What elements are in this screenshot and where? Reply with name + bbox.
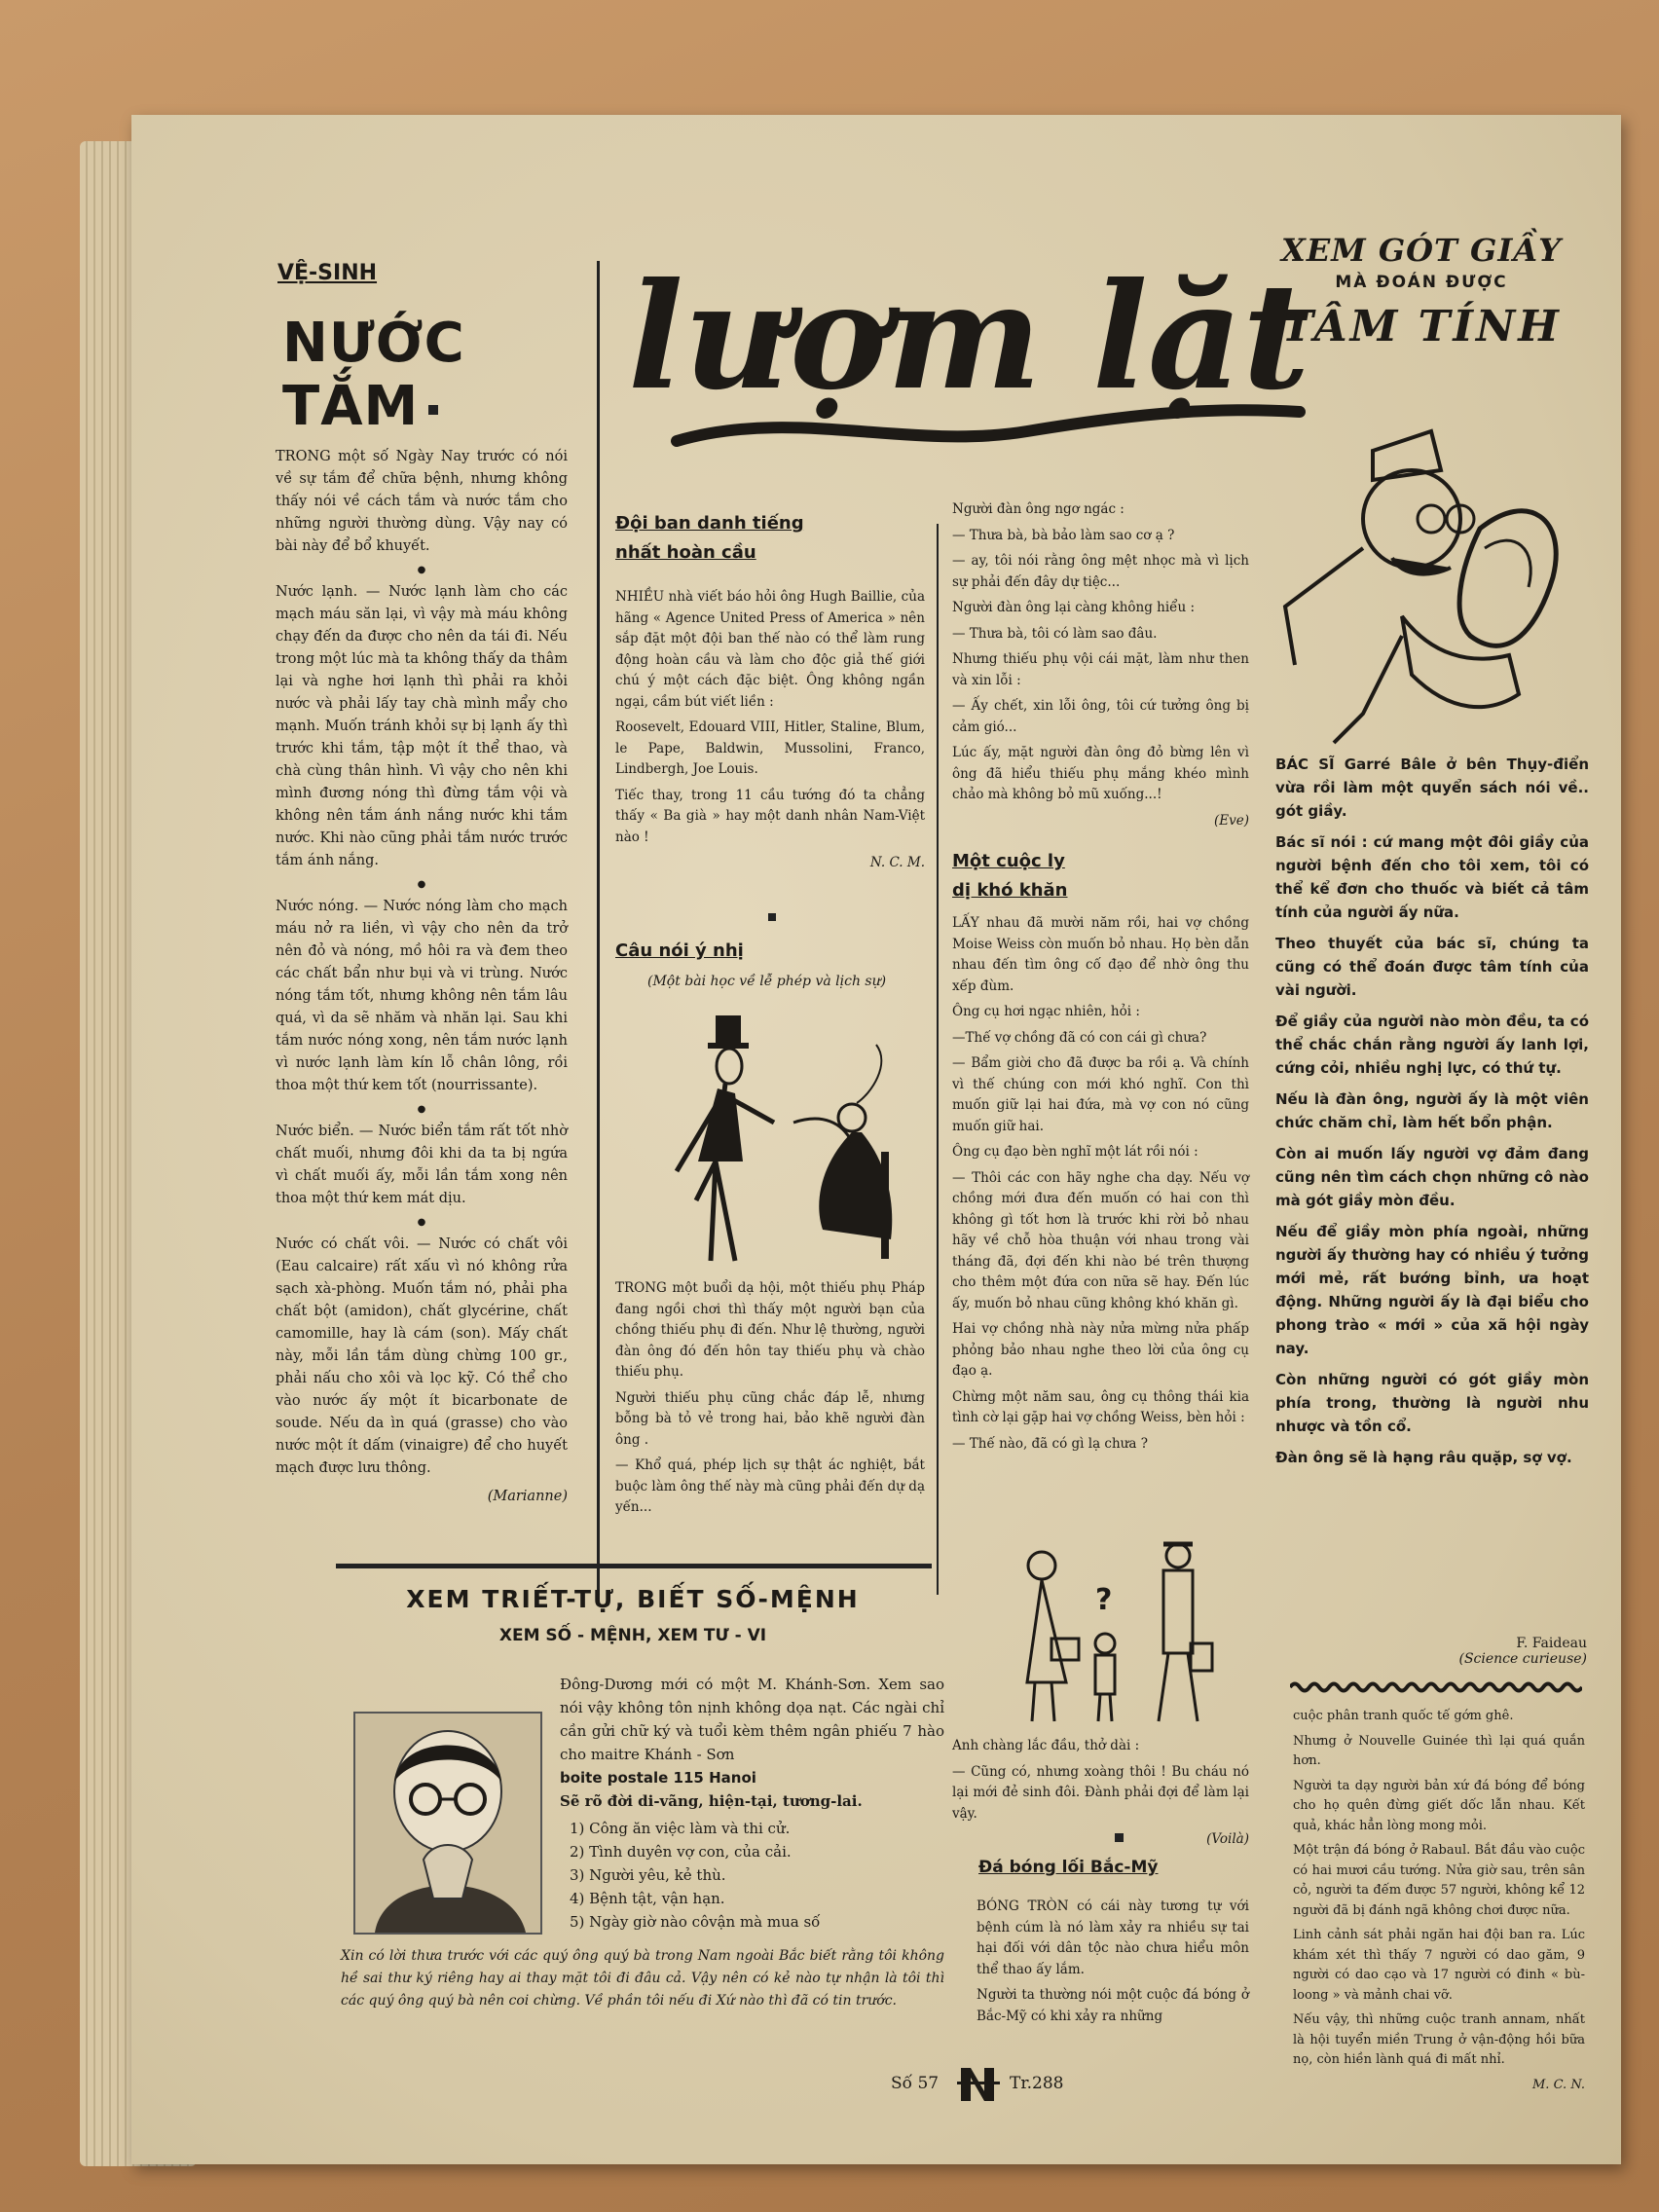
paragraph: Theo thuyết của bác sĩ, chúng ta cũng có thể đoán được tâm tính của vài người. — [1275, 935, 1589, 999]
da-bong-body — [977, 1897, 1249, 2032]
paragraph: Một trận đá bóng ở Rabaul. Bắt đầu vào cuộc có hai mươi cầu tướng. Nửa giờ sau, trên sân cỏ, người ta đếm được 57 người, không kể 12 người đã bị đánh ngã không chơi được nữa. — [1293, 1843, 1585, 1918]
paragraph: Anh chàng lắc đầu, thở dài : — [952, 1738, 1140, 1753]
masthead-luom-lat — [618, 241, 1358, 465]
paragraph: Còn ai muốn lấy người vợ đảm đang cũng nên tìm cách chọn những cô nào mà gót giầy mòn đều. — [1275, 1145, 1589, 1209]
ly-di-ending — [952, 1736, 1249, 1856]
ad-list-item: 4) Bệnh tật, vận hạn. — [570, 1890, 725, 1907]
divider-dot — [428, 405, 438, 415]
section-title-line-2: dị khó khăn — [952, 880, 1068, 901]
section-title-da-bong: Đá bóng lối Bắc-Mỹ — [978, 1858, 1159, 1877]
article-title-nuoc-tam: NƯỚC TẮM — [282, 312, 465, 438]
ad-address-text: boite postale 115 Hanoi — [560, 1769, 756, 1787]
paragraph: — Ấy chết, xin lỗi ông, tôi cứ tưởng ông bị cảm gió... — [952, 698, 1249, 735]
bullet: ● — [417, 565, 426, 575]
signature-mcn: M. C. N. — [1532, 2077, 1585, 2092]
doi-ban-body — [615, 587, 925, 879]
paragraph-hot-water: Nước nóng. — Nước nóng làm cho mạch máu nở ra liền, vì vậy cho nên da trở nên đỏ và nóng, mồ hôi ra và đem theo các chất bẩn như bụi và vi trùng. Nước nóng tắm tốt, nhưng không nên tắm lâu quá, vì da sẽ nhăm và nhăn lại. Sau khi tắm nước nóng xong, nên tắm nước lạnh vì nước lạnh làm kín lỗ chân lông, rồi thoa một thứ kem tốt (nourrissante). — [276, 899, 568, 1093]
column-divider — [597, 261, 600, 1595]
ad-title: XEM TRIẾT-TỰ, BIẾT SỐ-MỆNH — [406, 1585, 860, 1613]
ad-list-item: 5) Ngày giờ nào côvận mà mua số — [570, 1913, 821, 1931]
ad-subtitle: XEM SỐ - MỆNH, XEM TƯ - VI — [498, 1626, 767, 1645]
masthead-text: lượm lặt — [628, 251, 1310, 423]
nuoc-tam-body — [276, 446, 568, 1514]
bullet: ● — [417, 1217, 426, 1228]
title-line-1: XEM GÓT GIẦY — [1281, 232, 1562, 269]
section-title-line-2: nhất hoàn cầu — [615, 542, 756, 563]
bullet: ● — [417, 879, 426, 890]
signature-ncm: N. C. M. — [869, 855, 925, 870]
paragraph: Người thiếu phụ cũng chắc đáp lễ, nhưng bỗng bà tỏ vẻ trong hai, bảo khẽ người đàn ông . — [615, 1389, 925, 1448]
paragraph: Người đàn ông ngơ ngác : — [952, 501, 1124, 517]
masthead-art — [618, 241, 1358, 465]
section-subtitle: (Một bài học về lễ phép và lịch sự) — [647, 974, 887, 989]
paragraph: Người ta dạy người bản xứ đá bóng để bóng cho họ quên đừng giết dốc lẫn nhau. Kết quả, khác hẳn lòng mong mỏi. — [1293, 1778, 1585, 1833]
paragraph: — Cũng có, nhưng xoàng thôi ! Bu cháu nó lại mới đẻ sinh đôi. Đành phải đợi để làm lại vậy. — [952, 1763, 1249, 1822]
signature-eve: (Eve) — [1213, 812, 1249, 829]
title-line-2: MÀ ĐOÁN ĐƯỢC — [1335, 273, 1508, 292]
paragraph: Hai vợ chồng nhà này nửa mừng nửa phấp phỏng bảo nhau nghe theo lời của ông cụ đạo ạ. — [952, 1321, 1249, 1379]
ad-footnote: Xin có lời thưa trước với các quý ông quý bà trong Nam ngoài Bắc biết rằng tôi không hề sai thư ký riêng hay ai thay mặt tôi đi đâu cả. Vậy nên có kẻ nào tự nhận là tôi thì các quý ông quý bà nên coi chừng. Về phần tôi nếu đi Xứ nào thì đã có tin trước. — [341, 1948, 944, 2009]
ngay-nay-logo-icon — [957, 2062, 1000, 2105]
paragraph: — Thôi các con hãy nghe cha dạy. Nếu vợ chồng mới đưa đến muốn có hai con thì không gì tốt hơn là trước khi rời bỏ nhau hãy về chỗ hòa thuận với nhau trong vài tháng đã, đợi đến khi nào bé trên thượng cho thêm một đứa con nữa sẽ hay. Đến lúc ấy, muốn bỏ nhau cũng không khó khăn gì. — [952, 1169, 1249, 1311]
paragraph-sea-water: Nước biển. — Nước biển tắm rất tốt nhờ chất muối, nhưng đôi khi da ta bị ngứa vì chất muối ấy, mỗi lần tắm xong nên thoa một thứ kem mát dịu. — [276, 1124, 568, 1206]
paragraph: NHIỀU nhà viết báo hỏi ông Hugh Baillie, của hãng « Agence United Press of America » nên sắp đặt một đội ban thế nào có thể làm rung động hoàn cầu và làm cho độc giả thế giới chú ý một cách đặc biệt. Ông không ngần ngại, cầm bút viết liền : — [615, 589, 925, 710]
illustration-hand-kiss — [657, 1006, 930, 1269]
ad-list-item: 1) Công ăn việc làm và thi cử. — [570, 1820, 791, 1837]
paragraph: Nếu vậy, thì những cuộc tranh annam, nhất là hội tuyển miền Trung ở vận-động hồi bữa nọ, còn hiền lành quá đi mất nhỉ. — [1293, 2012, 1585, 2067]
paragraph: Chừng một năm sau, ông cụ thông thái kia tình cờ lại gặp hai vợ chồng Weiss, bèn hỏi : — [952, 1388, 1249, 1425]
ad-list-item: 3) Người yêu, kẻ thù. — [570, 1866, 726, 1884]
cau-noi-continued — [952, 499, 1249, 836]
issue-number: Số 57 — [891, 2074, 940, 2093]
paragraph: cuộc phân tranh quốc tế gớm ghê. — [1293, 1709, 1514, 1723]
paragraph: — Thế nào, đã có gì lạ chưa ? — [952, 1435, 1148, 1452]
ad-top-rule — [336, 1564, 932, 1568]
ad-list-item: 2) Tình duyên vợ con, của cải. — [570, 1843, 792, 1861]
signature-name: F. Faideau — [1516, 1636, 1587, 1651]
signature-faideau — [1275, 1636, 1587, 1667]
portrait-photo — [353, 1712, 542, 1935]
paragraph: — Bẩm giời cho đã được ba rồi ạ. Và chính vì thế chúng con mới khó nghĩ. Con thì muốn giữ lại hai đứa, mà vợ con nó cũng muốn giữ hai. — [952, 1055, 1249, 1134]
ad-body — [560, 1673, 944, 1934]
paragraph: Linh cảnh sát phải ngăn hai đội ban ra. Lúc khám xét thì thấy 7 người có dao găm, 9 người có dao cạo và 17 người có đinh « bù-loong » và mảnh chai vỡ. — [1293, 1928, 1585, 2003]
question-mark: ? — [1095, 1583, 1113, 1617]
paragraph: Còn những người có gót giầy mòn phía trong, thường là người nhu nhược và tồn cổ. — [1275, 1371, 1589, 1435]
signature-marianne: (Marianne) — [487, 1489, 568, 1504]
bullet: ● — [417, 1104, 426, 1115]
paragraph: Ông cụ hơi ngạc nhiên, hỏi : — [952, 1004, 1140, 1019]
paragraph: — Thưa bà, tôi có làm sao đâu. — [952, 625, 1158, 642]
section-title-line-1: Một cuộc ly — [952, 851, 1065, 871]
paragraph: — Khổ quá, phép lịch sự thật ác nghiệt, bắt buộc làm ông thế này mà cũng phải đến dự dạ yến... — [615, 1457, 925, 1515]
paragraph-names: Roosevelt, Edouard VIII, Hitler, Staline, Blum, le Pape, Baldwin, Mussolini, Franco, Lindbergh, Joe Louis. — [615, 719, 925, 777]
paragraph-cold-water: Nước lạnh. — Nước lạnh làm cho các mạch máu săn lại, vì vậy mà máu không chạy đến da được cho nên da tái đi. Nếu trong một lúc mà ta không thấy da thâm lại và nghe hơi lạnh thì phải ra khỏi nước và phải lấy tay chà mình mẩy cho mạnh. Muốn tránh khỏi sự bị lạnh ấy thì trước khi tắm, tập một ít thể thao, và chà cùng thân hình. Vì vậy cho nên khi mình đương nóng thì đừng tắm vội và không nên tắm ánh nắng nước khi tắm nước. Khi nào cũng phải tắm nước trước tắm ánh nắng. — [276, 584, 568, 868]
paragraph: Người ta thường nói một cuộc đá bóng ở Bắc-Mỹ có khi xảy ra những — [977, 1987, 1249, 2024]
intro-paragraph: TRONG một số Ngày Nay trước có nói về sự tắm để chữa bệnh, nhưng không thấy nói về cách tắm và nước tắm cho những người thường dùng. Vậy nay có bài này để bổ khuyết. — [276, 449, 568, 554]
paragraph: Bác sĩ nói : cứ mang một đôi giầy của người bệnh đến cho tôi xem, tôi có thể kể đơn cho thuốc và biết cả tâm tính của người ấy nữa. — [1275, 833, 1589, 921]
ad-paragraph: Đông-Dương mới có một M. Khánh-Sơn. Xem sao nói vậy không tôn nịnh không dọa nạt. Các ngài chỉ cần gửi chữ ký và tuổi kèm thêm ngân phiếu 7 hào cho maitre Khánh - Sơn — [560, 1676, 944, 1763]
divider-dot — [768, 913, 776, 921]
paragraph: Nếu để giầy mòn phía ngoài, những người ấy thường hay có nhiều ý tưởng mới mẻ, rất bướng bỉnh, ưa hoạt động. Những người ấy là đại biểu cho phong trào « mới » của xã hội ngày nay. — [1275, 1223, 1589, 1357]
paragraph: Để giầy của người nào mòn đều, ta có thể chắc chắn rằng người ấy lanh lợi, cứng cỏi, nhiều nghị lực, có thứ tự. — [1275, 1013, 1589, 1077]
title-line-3: TÂM TÍNH — [1281, 302, 1562, 351]
paragraph: — ay, tôi nói rằng ông mệt nhọc mà vì lịch sự phải đến đây dự tiệc... — [952, 553, 1249, 590]
ad-list — [560, 1817, 944, 1934]
kicker: VỆ-SINH — [277, 261, 378, 285]
paragraph: — Thưa bà, bà bảo làm sao cơ ạ ? — [952, 527, 1175, 543]
divider-dot — [1115, 1833, 1124, 1842]
wavy-divider — [1290, 1680, 1582, 1694]
paragraph: —Thế vợ chồng đã có con cái gì chưa? — [952, 1029, 1207, 1046]
signature-voila: (Voilà) — [1206, 1831, 1249, 1847]
column-divider — [937, 524, 939, 1595]
section-title-ly-di — [952, 847, 1147, 905]
signature-source: (Science curieuse) — [1458, 1651, 1587, 1667]
ad-paragraph-bold: Sẽ rõ đời di-vãng, hiện-tại, tương-lai. — [560, 1792, 863, 1810]
paragraph: TRONG một buổi dạ hội, một thiếu phụ Pháp đang ngồi chơi thì thấy một người bạn của chồng thiếu phụ đi đến. Như lệ thường, người đàn ông đó đến hôn tay thiếu phụ và chào thiếu phụ. — [615, 1280, 925, 1380]
paragraph: Nếu là đàn ông, người ấy là một viên chức chăm chỉ, làm hết bổn phận. — [1275, 1090, 1589, 1131]
paragraph: Tiếc thay, trong 11 cầu tướng đó ta chẳng thấy « Ba già » hay một danh nhân Nam-Việt nào ! — [615, 787, 925, 845]
page-number: Tr.288 — [1010, 2074, 1064, 2093]
paragraph: Nhưng thiếu phụ vội cái mặt, làm như then và xin lỗi : — [952, 651, 1249, 688]
section-title-cau-noi: Câu nói ý nhị — [615, 940, 744, 961]
ad-address — [560, 1766, 944, 1789]
paragraph: Lúc ấy, mặt người đàn ông đỏ bừng lên vì ông đã hiểu thiếu phụ mắng khéo mình chảo mà không bỏ mũ xuống...! — [952, 745, 1249, 802]
ly-di-body — [952, 913, 1249, 1459]
da-bong-continued — [1293, 1707, 1585, 2100]
paragraph: Ông cụ đạo bèn nghĩ một lát rồi nói : — [952, 1144, 1198, 1160]
section-title-doi-ban — [615, 509, 868, 568]
paragraph: LẤY nhau đã mười năm rồi, hai vợ chồng Moise Weiss còn muốn bỏ nhau. Họ bèn dẫn nhau đến tìm ông cố đạo để nhờ ông thu xếp đùm. — [952, 915, 1249, 994]
paragraph: Nhưng ở Nouvelle Guinée thì lại quá quắn hơn. — [1293, 1733, 1585, 1768]
right-column-header — [1261, 232, 1582, 351]
section-title-line-1: Đội ban danh tiếng — [615, 513, 804, 534]
paragraph: BÓNG TRÒN có cái này tương tự với bệnh cúm là nó làm xảy ra nhiều sự tai hại đối với dân tộc nào chưa hiểu môn thể thao ấy lắm. — [977, 1899, 1249, 1977]
page-footer — [891, 2062, 1144, 2111]
gui-giay-body — [1275, 753, 1589, 1473]
newspaper-page — [131, 115, 1621, 2164]
paragraph: Người đàn ông lại càng không hiểu : — [952, 600, 1196, 615]
paragraph-lime-water: Nước có chất vôi. — Nước có chất vôi (Eau calcaire) rất xấu vì nó không rửa sạch xà-phòng. Muốn tắm nó, phải pha chất bột (amidon), chất glycérine, chất camomille, hay là cám (son). Mấy chất này, mỗi lần tắm dùng chừng 100 gr., phải nấu cho xôi và lọc kỹ. Có thể cho vào nước ấy một ít bicarbonate de soude. Nếu da ìn quá (grasse) cho vào nước một ít dấm (vinaigre) để cho huyết mạch được lưu thông. — [276, 1236, 568, 1476]
cau-noi-body — [615, 1278, 925, 1524]
paragraph: Đàn ông sẽ là hạng râu quặp, sợ vợ. — [1275, 1449, 1572, 1466]
paragraph: BÁC SĨ Garré Bâle ở bên Thụy-điển vừa rồi làm một quyển sách nói về.. gót giầy. — [1275, 756, 1589, 820]
